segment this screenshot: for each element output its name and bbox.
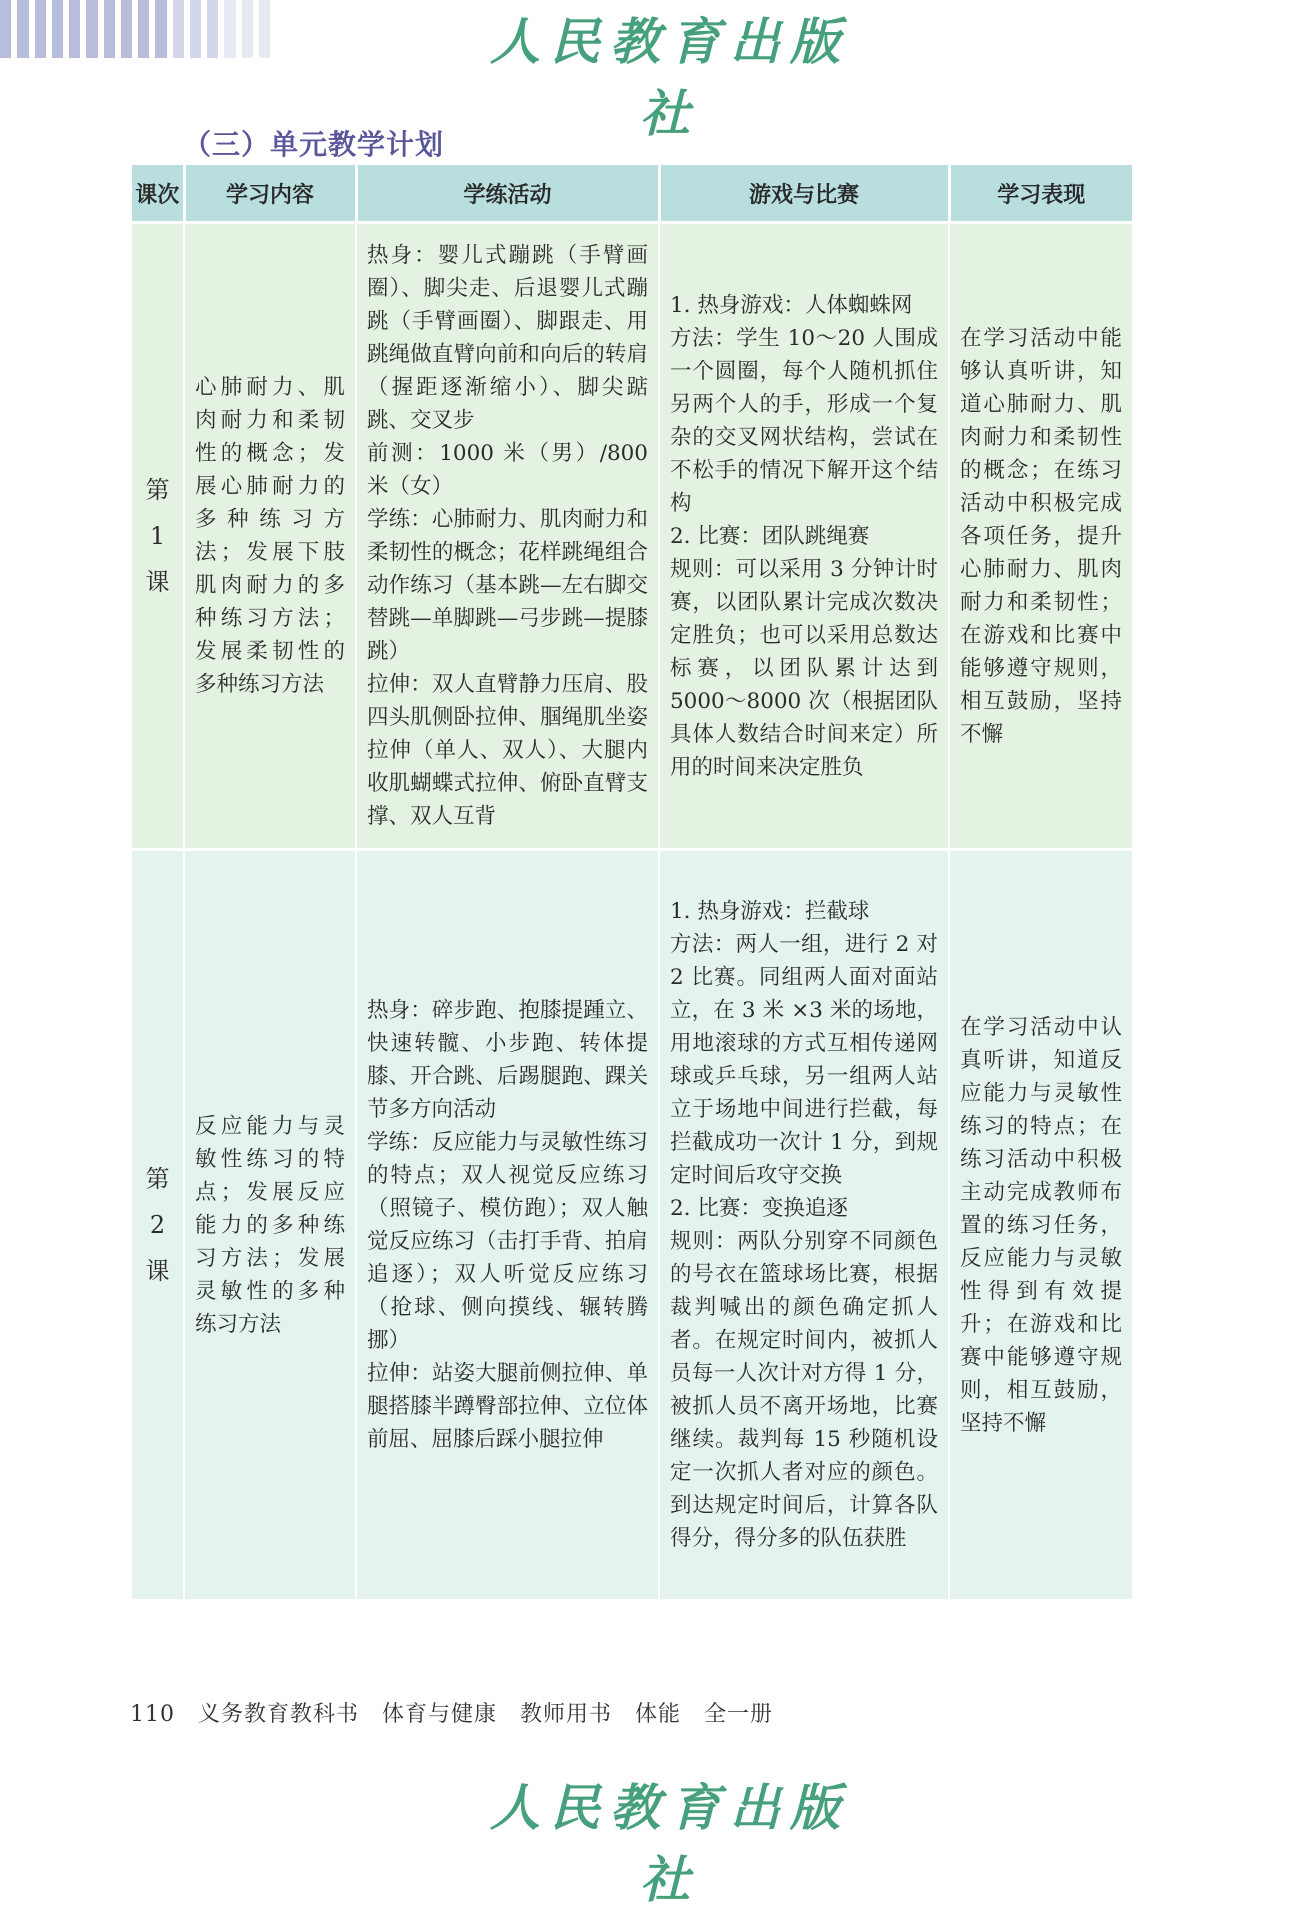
content-cell: 心肺耐力、肌肉耐力和柔韧性的概念；发展心肺耐力的多种练习方法；发展下肢肌肉耐力的多种练习方法；发展柔韧性的多种练习方法	[184, 223, 356, 850]
table-row	[132, 223, 1132, 850]
games-cell: 1. 热身游戏：拦截球 方法：两人一组，进行 2 对 2 比赛。同组两人面对面站立，在 3 米 ×3 米的场地，用地滚球的方式互相传递网球或乒乓球，另一组两人站立于场地中间进行拦截，每拦截成功一次计 1 分，到规定时间后攻守交换 2. 比赛：变换追逐 规则：两队分别穿不同颜色的号衣在篮球场比赛，根据裁判喊出的颜色确定抓人者。在规定时间内，被抓人员每一人次计对方得 1 分，被抓人员不离开场地，比赛继续。裁判每 15 秒随机设定一次抓人者对应的颜色。到达规定时间后，计算各队得分，得分多的队伍获胜	[659, 850, 949, 1600]
activities-cell: 热身：碎步跑、抱膝提踵立、快速转髋、小步跑、转体提膝、开合跳、后踢腿跑、踝关节多方向活动 学练：反应能力与灵敏性练习的特点；双人视觉反应练习（照镜子、模仿跑）；双人触觉反应练习（击打手背、拍肩追逐）；双人听觉反应练习（抢球、侧向摸线、辗转腾挪） 拉伸：站姿大腿前侧拉伸、单腿搭膝半蹲臀部拉伸、立位体前屈、屈膝后踩小腿拉伸	[356, 850, 659, 1600]
unit-teaching-plan-table	[132, 165, 1132, 1599]
table-row	[132, 850, 1132, 1600]
performance-cell: 在学习活动中能够认真听讲，知道心肺耐力、肌肉耐力和柔韧性的概念；在练习活动中积极完成各项任务，提升心肺耐力、肌肉耐力和柔韧性；在游戏和比赛中能够遵守规则，相互鼓励，坚持不懈	[949, 223, 1132, 850]
book-info: 义务教育教科书 体育与健康 教师用书 体能 全一册	[198, 1702, 774, 1727]
header-games: 游戏与比赛	[659, 165, 949, 223]
games-cell: 1. 热身游戏：人体蜘蛛网 方法：学生 10～20 人围成一个圆圈，每个人随机抓住另两个人的手，形成一个复杂的交叉网状结构，尝试在不松手的情况下解开这个结构 2. 比赛：团队跳绳赛 规则：可以采用 3 分钟计时赛，以团队累计完成次数决定胜负；也可以采用总数达标赛，以团队累计达到 5000～8000 次（根据团队具体人数结合时间来定）所用的时间来决定胜负	[659, 223, 949, 850]
publisher-logo-top: 人民教育出版社	[490, 12, 850, 143]
table-header-row	[132, 165, 1132, 223]
header-performance: 学习表现	[949, 165, 1132, 223]
publisher-logo-bottom: 人民教育出版社	[490, 1778, 850, 1909]
section-title: （三）单元教学计划	[183, 128, 445, 161]
header-activities: 学练活动	[356, 165, 659, 223]
page-number: 110	[130, 1702, 175, 1727]
lesson-cell: 第 1 课	[132, 223, 184, 850]
header-content: 学习内容	[184, 165, 356, 223]
header-stripes	[0, 0, 270, 58]
performance-cell: 在学习活动中认真听讲，知道反应能力与灵敏性练习的特点；在练习活动中积极主动完成教师布置的练习任务，反应能力与灵敏性得到有效提升；在游戏和比赛中能够遵守规则，相互鼓励，坚持不懈	[949, 850, 1132, 1600]
activities-cell: 热身：婴儿式蹦跳（手臂画圈）、脚尖走、后退婴儿式蹦跳（手臂画圈）、脚跟走、用跳绳做直臂向前和向后的转肩（握距逐渐缩小）、脚尖踮跳、交叉步 前测：1000 米（男）/800 米（女） 学练：心肺耐力、肌肉耐力和柔韧性的概念；花样跳绳组合动作练习（基本跳—左右脚交替跳—单脚跳—弓步跳—提膝跳） 拉伸：双人直臂静力压肩、股四头肌侧卧拉伸、腘绳肌坐姿拉伸（单人、双人）、大腿内收肌蝴蝶式拉伸、俯卧直臂支撑、双人互背	[356, 223, 659, 850]
lesson-cell: 第 2 课	[132, 850, 184, 1600]
header-lesson: 课次	[132, 165, 184, 223]
page-footer	[130, 1697, 773, 1728]
content-cell: 反应能力与灵敏性练习的特点；发展反应能力的多种练习方法；发展灵敏性的多种练习方法	[184, 850, 356, 1600]
